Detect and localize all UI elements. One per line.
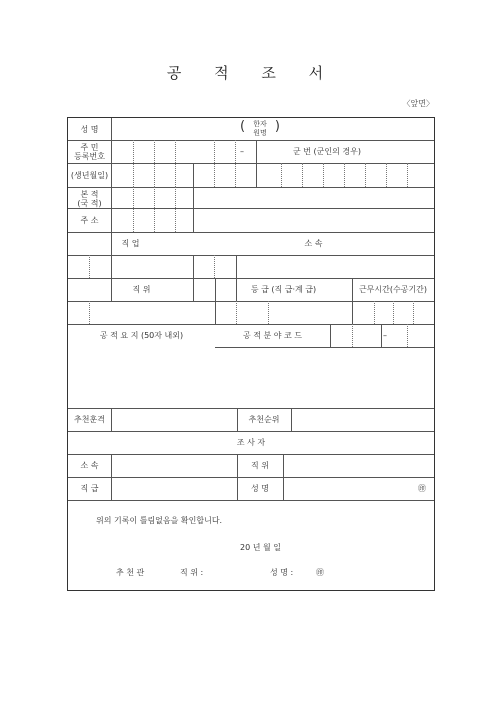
confirmation-statement: 위의 기록이 틀림없음을 확인합니다. (96, 516, 223, 525)
name-label: 성 명 (80, 125, 99, 134)
field-code-label: 공 적 분 야 코 드 (242, 331, 303, 340)
origin-label: 본 적 (국 적) (77, 190, 102, 208)
position-header: 직 위 (132, 285, 151, 294)
field-code-dash: – (383, 331, 387, 340)
merit-summary-label: 공 적 요 지 (50자 내외) (99, 331, 184, 340)
military-number-label: 군 번 (군인의 경우) (293, 147, 361, 156)
address-label: 주 소 (80, 216, 99, 225)
investigator-position-label: 직 위 (251, 461, 269, 470)
investigator-grade-label: 직 급 (80, 484, 99, 493)
award-label: 추천훈격 (74, 415, 105, 424)
recommender-label: 추 천 관 (116, 568, 145, 577)
hanja-name-label: ( 한자 원명 ) (240, 119, 280, 137)
affiliation-header: 소 속 (304, 239, 323, 248)
document-title: 공 적 조 서 (166, 64, 338, 82)
investigator-name-label: 성 명 (251, 484, 269, 493)
investigator-header: 조 사 자 (236, 438, 266, 447)
investigator-seal-mark: ㊞ (418, 484, 426, 493)
birth-date-label: (생년월일) (70, 171, 109, 180)
investigator-affiliation-label: 소 속 (80, 461, 99, 470)
resident-number-label: 주 민 등록번호 (74, 143, 105, 161)
rank-label: 추천순위 (248, 415, 280, 424)
recommender-seal-mark: ㊞ (316, 568, 324, 577)
grade-header: 등 급 (직 급·계 급) (250, 285, 317, 294)
work-period-header: 근무시간(수공기간) (358, 285, 428, 294)
merit-report-form (67, 117, 435, 591)
job-header: 직 업 (121, 239, 140, 248)
resident-number-dash: – (240, 147, 244, 156)
recommender-position-label: 직 위 : (180, 568, 204, 577)
recommender-name-label: 성 명 : (270, 568, 294, 577)
date-line: 20 년 월 일 (240, 543, 281, 552)
page-side-label: 〈앞면〉 (402, 99, 434, 108)
